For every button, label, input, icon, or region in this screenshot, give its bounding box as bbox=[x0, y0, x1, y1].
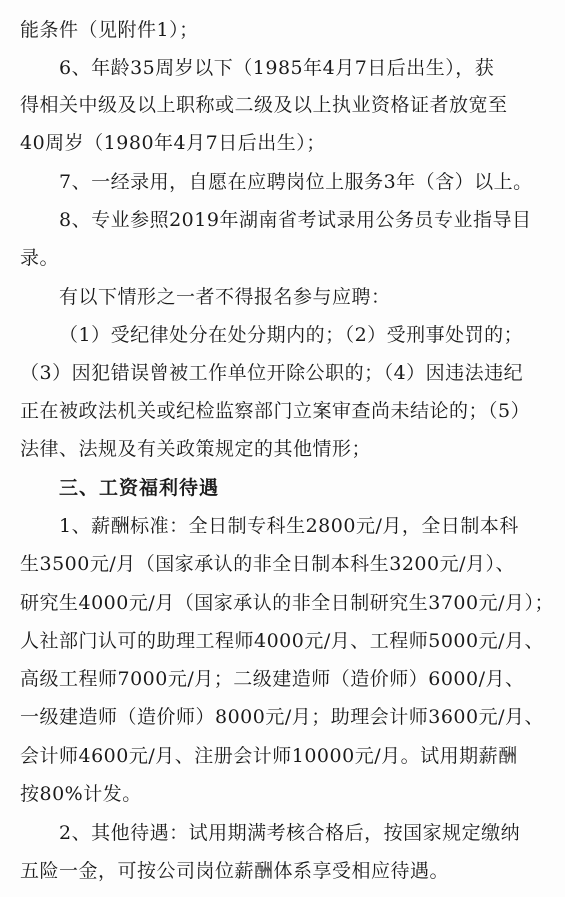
text-line: 录。 bbox=[20, 247, 60, 269]
text-line: 人社部门认可的助理工程师4000元/月、工程师5000元/月、 bbox=[20, 630, 545, 652]
text-line: 高级工程师7000元/月；二级建造师（造价师）6000/月、 bbox=[20, 668, 525, 690]
text-line: 五险一金，可按公司岗位薪酬体系享受相应待遇。 bbox=[20, 860, 450, 882]
text-line: 会计师4600元/月、注册会计师10000元/月。试用期薪酬 bbox=[20, 745, 518, 767]
text-line: 正在被政法机关或纪检监察部门立案审查尚未结论的；（5） bbox=[20, 400, 531, 422]
text-line: 40周岁（1980年4月7日后出生）； bbox=[20, 132, 326, 154]
text-line: 8、专业参照2019年湖南省考试录用公务员专业指导目 bbox=[59, 209, 532, 231]
text-line: 能条件（见附件1）； bbox=[20, 19, 199, 41]
text-line: 2、其他待遇：试用期满考核合格后，按国家规定缴纳 bbox=[59, 822, 521, 844]
section-heading: 三、工资福利待遇 bbox=[59, 477, 220, 499]
text-line: （3）因犯错误曾被工作单位开除公职的；（4）因违法违纪 bbox=[20, 362, 524, 384]
text-line: 1、薪酬标准：全日制专科生2800元/月，全日制本科 bbox=[59, 515, 519, 537]
text-line: 7、一经录用，自愿在应聘岗位上服务3年（含）以上。 bbox=[59, 171, 533, 193]
text-line: 生3500元/月（国家承认的非全日制本科生3200元/月）、 bbox=[20, 553, 516, 575]
text-line: 法律、法规及有关政策规定的其他情形； bbox=[20, 438, 372, 460]
text-line: 得相关中级及以上职称或二级及以上执业资格证者放宽至 bbox=[20, 94, 508, 116]
text-line: 按80%计发。 bbox=[20, 783, 142, 805]
text-line: 研究生4000元/月（国家承认的非全日制研究生3700元/月）； bbox=[20, 592, 555, 614]
text-line: 有以下情形之一者不得报名参与应聘： bbox=[59, 286, 391, 308]
text-line: （1）受纪律处分在处分期内的；（2）受刑事处罚的； bbox=[59, 324, 524, 346]
text-line: 一级建造师（造价师）8000元/月；助理会计师3600元/月、 bbox=[20, 706, 545, 728]
text-line: 6、年龄35周岁以下（1985年4月7日后出生），获 bbox=[59, 57, 495, 79]
